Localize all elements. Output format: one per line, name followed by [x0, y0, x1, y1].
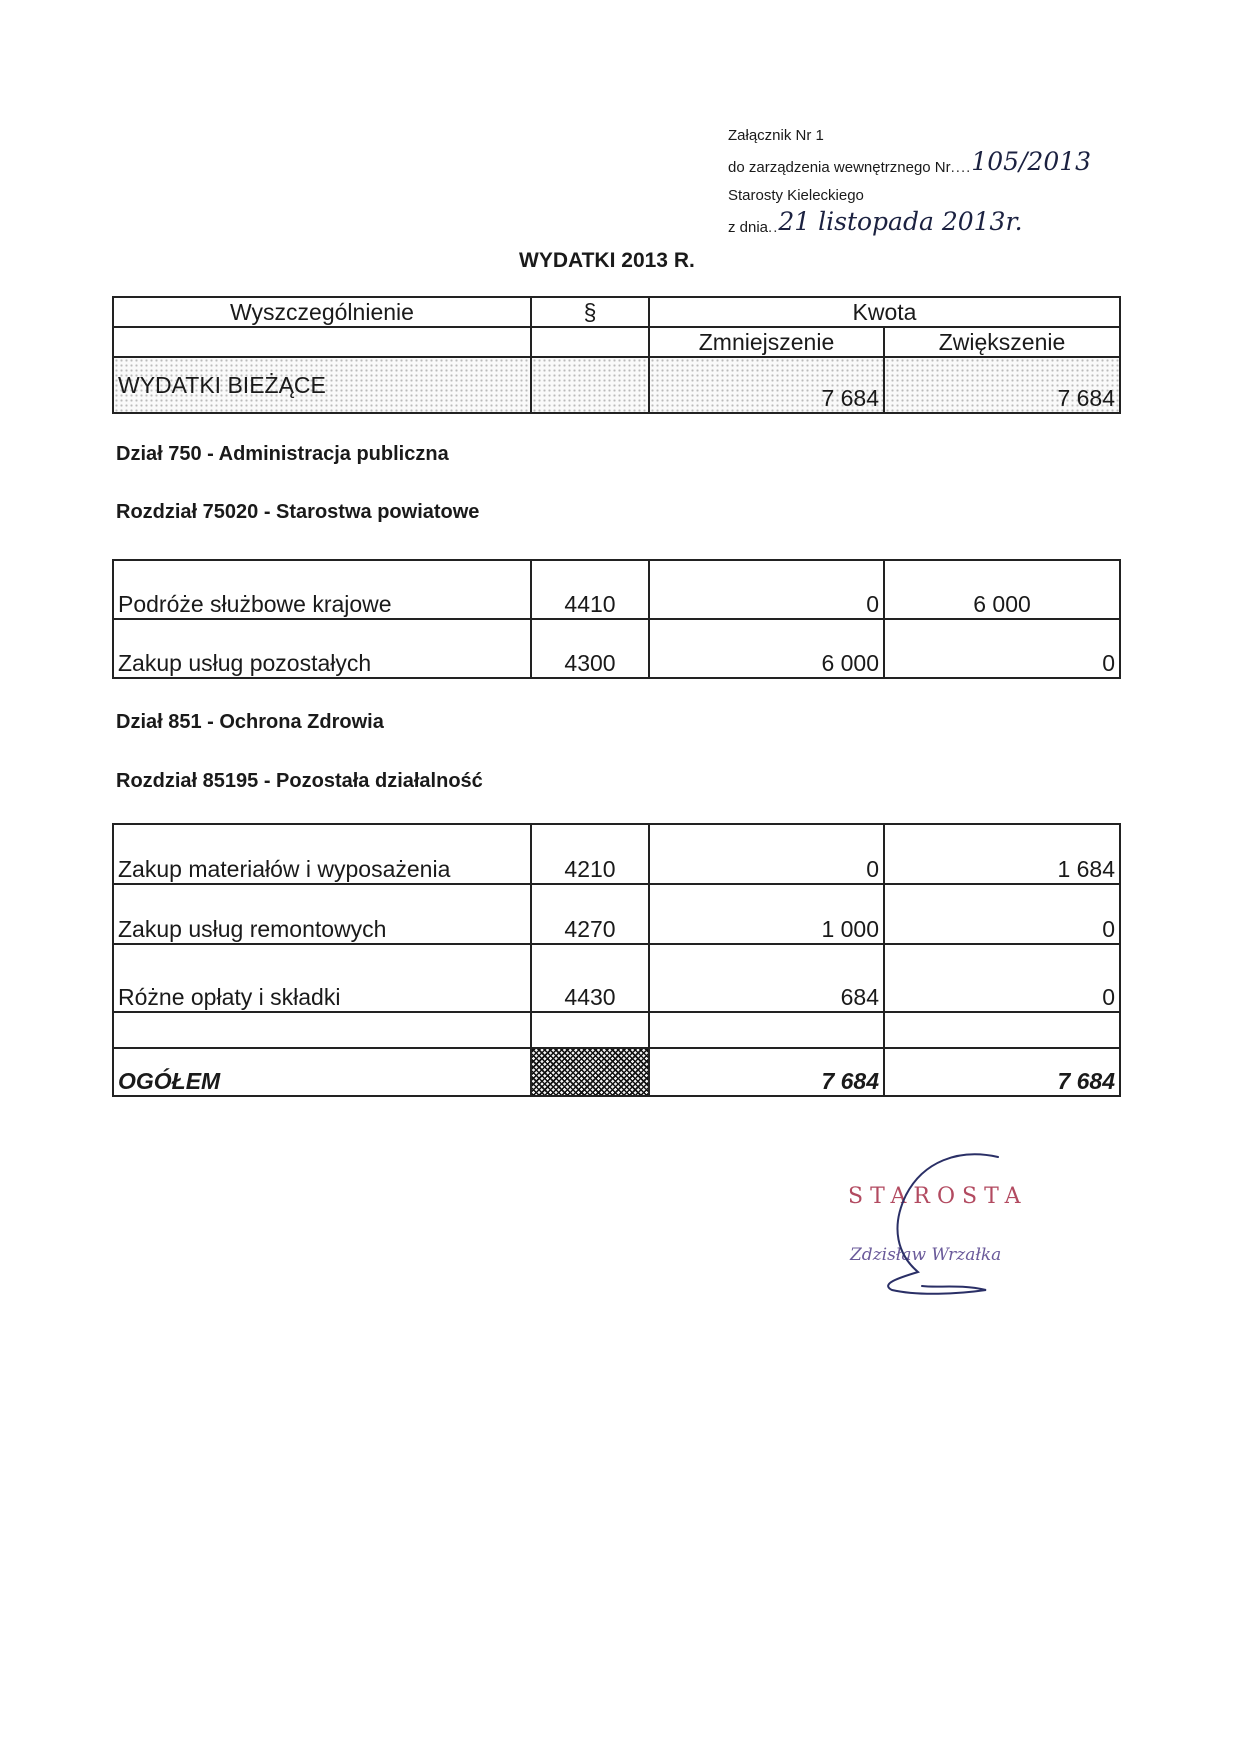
table-dzial-750 [112, 559, 1121, 679]
table-row [113, 619, 1120, 678]
stamp-title: STAROSTA [848, 1184, 1028, 1209]
row-description: Zakup usług pozostałych [113, 619, 531, 678]
annex-line-2 [728, 147, 1092, 182]
dotted-fill: .. [768, 219, 779, 236]
empty-cell [531, 1012, 649, 1048]
annex-block [728, 122, 1091, 242]
total-decrease: 7 684 [649, 1048, 884, 1096]
section-dzial-851: Dział 851 - Ochrona Zdrowia [116, 711, 384, 733]
current-expenses-decrease: 7 684 [649, 357, 884, 413]
header-paragraph: § [531, 297, 649, 327]
section-rozdzial-85195: Rozdział 85195 - Pozostała działalność [116, 770, 483, 792]
row-decrease: 6 000 [649, 619, 884, 678]
section-rozdzial-75020: Rozdział 75020 - Starostwa powiatowe [116, 501, 480, 523]
table-row [113, 824, 1120, 884]
header-empty [113, 327, 531, 357]
row-description: Zakup usług remontowych [113, 884, 531, 944]
total-label: OGÓŁEM [113, 1048, 531, 1096]
empty-cell [649, 1012, 884, 1048]
row-paragraph: 4210 [531, 824, 649, 884]
handwritten-date: 21 listopada 2013r. [778, 207, 1023, 236]
table-row [113, 944, 1120, 1012]
annex-date-label: z dnia [728, 219, 769, 236]
empty-cell [884, 1012, 1120, 1048]
header-empty [531, 327, 649, 357]
row-increase: 1 684 [884, 824, 1120, 884]
row-increase: 0 [884, 619, 1120, 678]
signature-mark [838, 1150, 1038, 1300]
total-paragraph-hatched [531, 1048, 649, 1096]
annex-line-4 [728, 207, 1091, 242]
row-decrease: 0 [649, 560, 884, 619]
empty-row [113, 1012, 1120, 1048]
total-row [113, 1048, 1120, 1096]
section-dzial-750: Dział 750 - Administracja publiczna [116, 443, 449, 465]
header-amount: Kwota [649, 297, 1120, 327]
table-dzial-851 [112, 823, 1121, 1097]
annex-line-1: Załącznik Nr 1 [728, 127, 824, 144]
current-expenses-increase: 7 684 [884, 357, 1120, 413]
current-expenses-paragraph [531, 357, 649, 413]
row-description: Różne opłaty i składki [113, 944, 531, 1012]
stamp-name: Zdzisław Wrzałka [850, 1245, 1002, 1265]
row-paragraph: 4410 [531, 560, 649, 619]
row-decrease: 1 000 [649, 884, 884, 944]
header-increase: Zwiększenie [884, 327, 1120, 357]
document-title: WYDATKI 2013 R. [519, 249, 695, 272]
header-description: Wyszczególnienie [113, 297, 531, 327]
annex-line-3: Starosty Kieleckiego [728, 187, 864, 204]
row-increase: 6 000 [884, 560, 1120, 619]
table-row [113, 560, 1120, 619]
row-decrease: 0 [649, 824, 884, 884]
table-row [113, 884, 1120, 944]
current-expenses-label: WYDATKI BIEŻĄCE [113, 357, 531, 413]
row-increase: 0 [884, 884, 1120, 944]
row-decrease: 684 [649, 944, 884, 1012]
handwritten-order-number: 105/2013 [971, 147, 1092, 176]
row-description: Zakup materiałów i wyposażenia [113, 824, 531, 884]
row-description: Podróże służbowe krajowe [113, 560, 531, 619]
row-paragraph: 4430 [531, 944, 649, 1012]
annex-order-label: do zarządzenia wewnętrznego Nr [728, 159, 951, 176]
starosta-stamp [838, 1150, 1038, 1300]
summary-table [112, 296, 1121, 414]
row-paragraph: 4270 [531, 884, 649, 944]
dotted-fill: .... [950, 159, 972, 176]
empty-cell [113, 1012, 531, 1048]
header-decrease: Zmniejszenie [649, 327, 884, 357]
row-paragraph: 4300 [531, 619, 649, 678]
total-increase: 7 684 [884, 1048, 1120, 1096]
row-increase: 0 [884, 944, 1120, 1012]
